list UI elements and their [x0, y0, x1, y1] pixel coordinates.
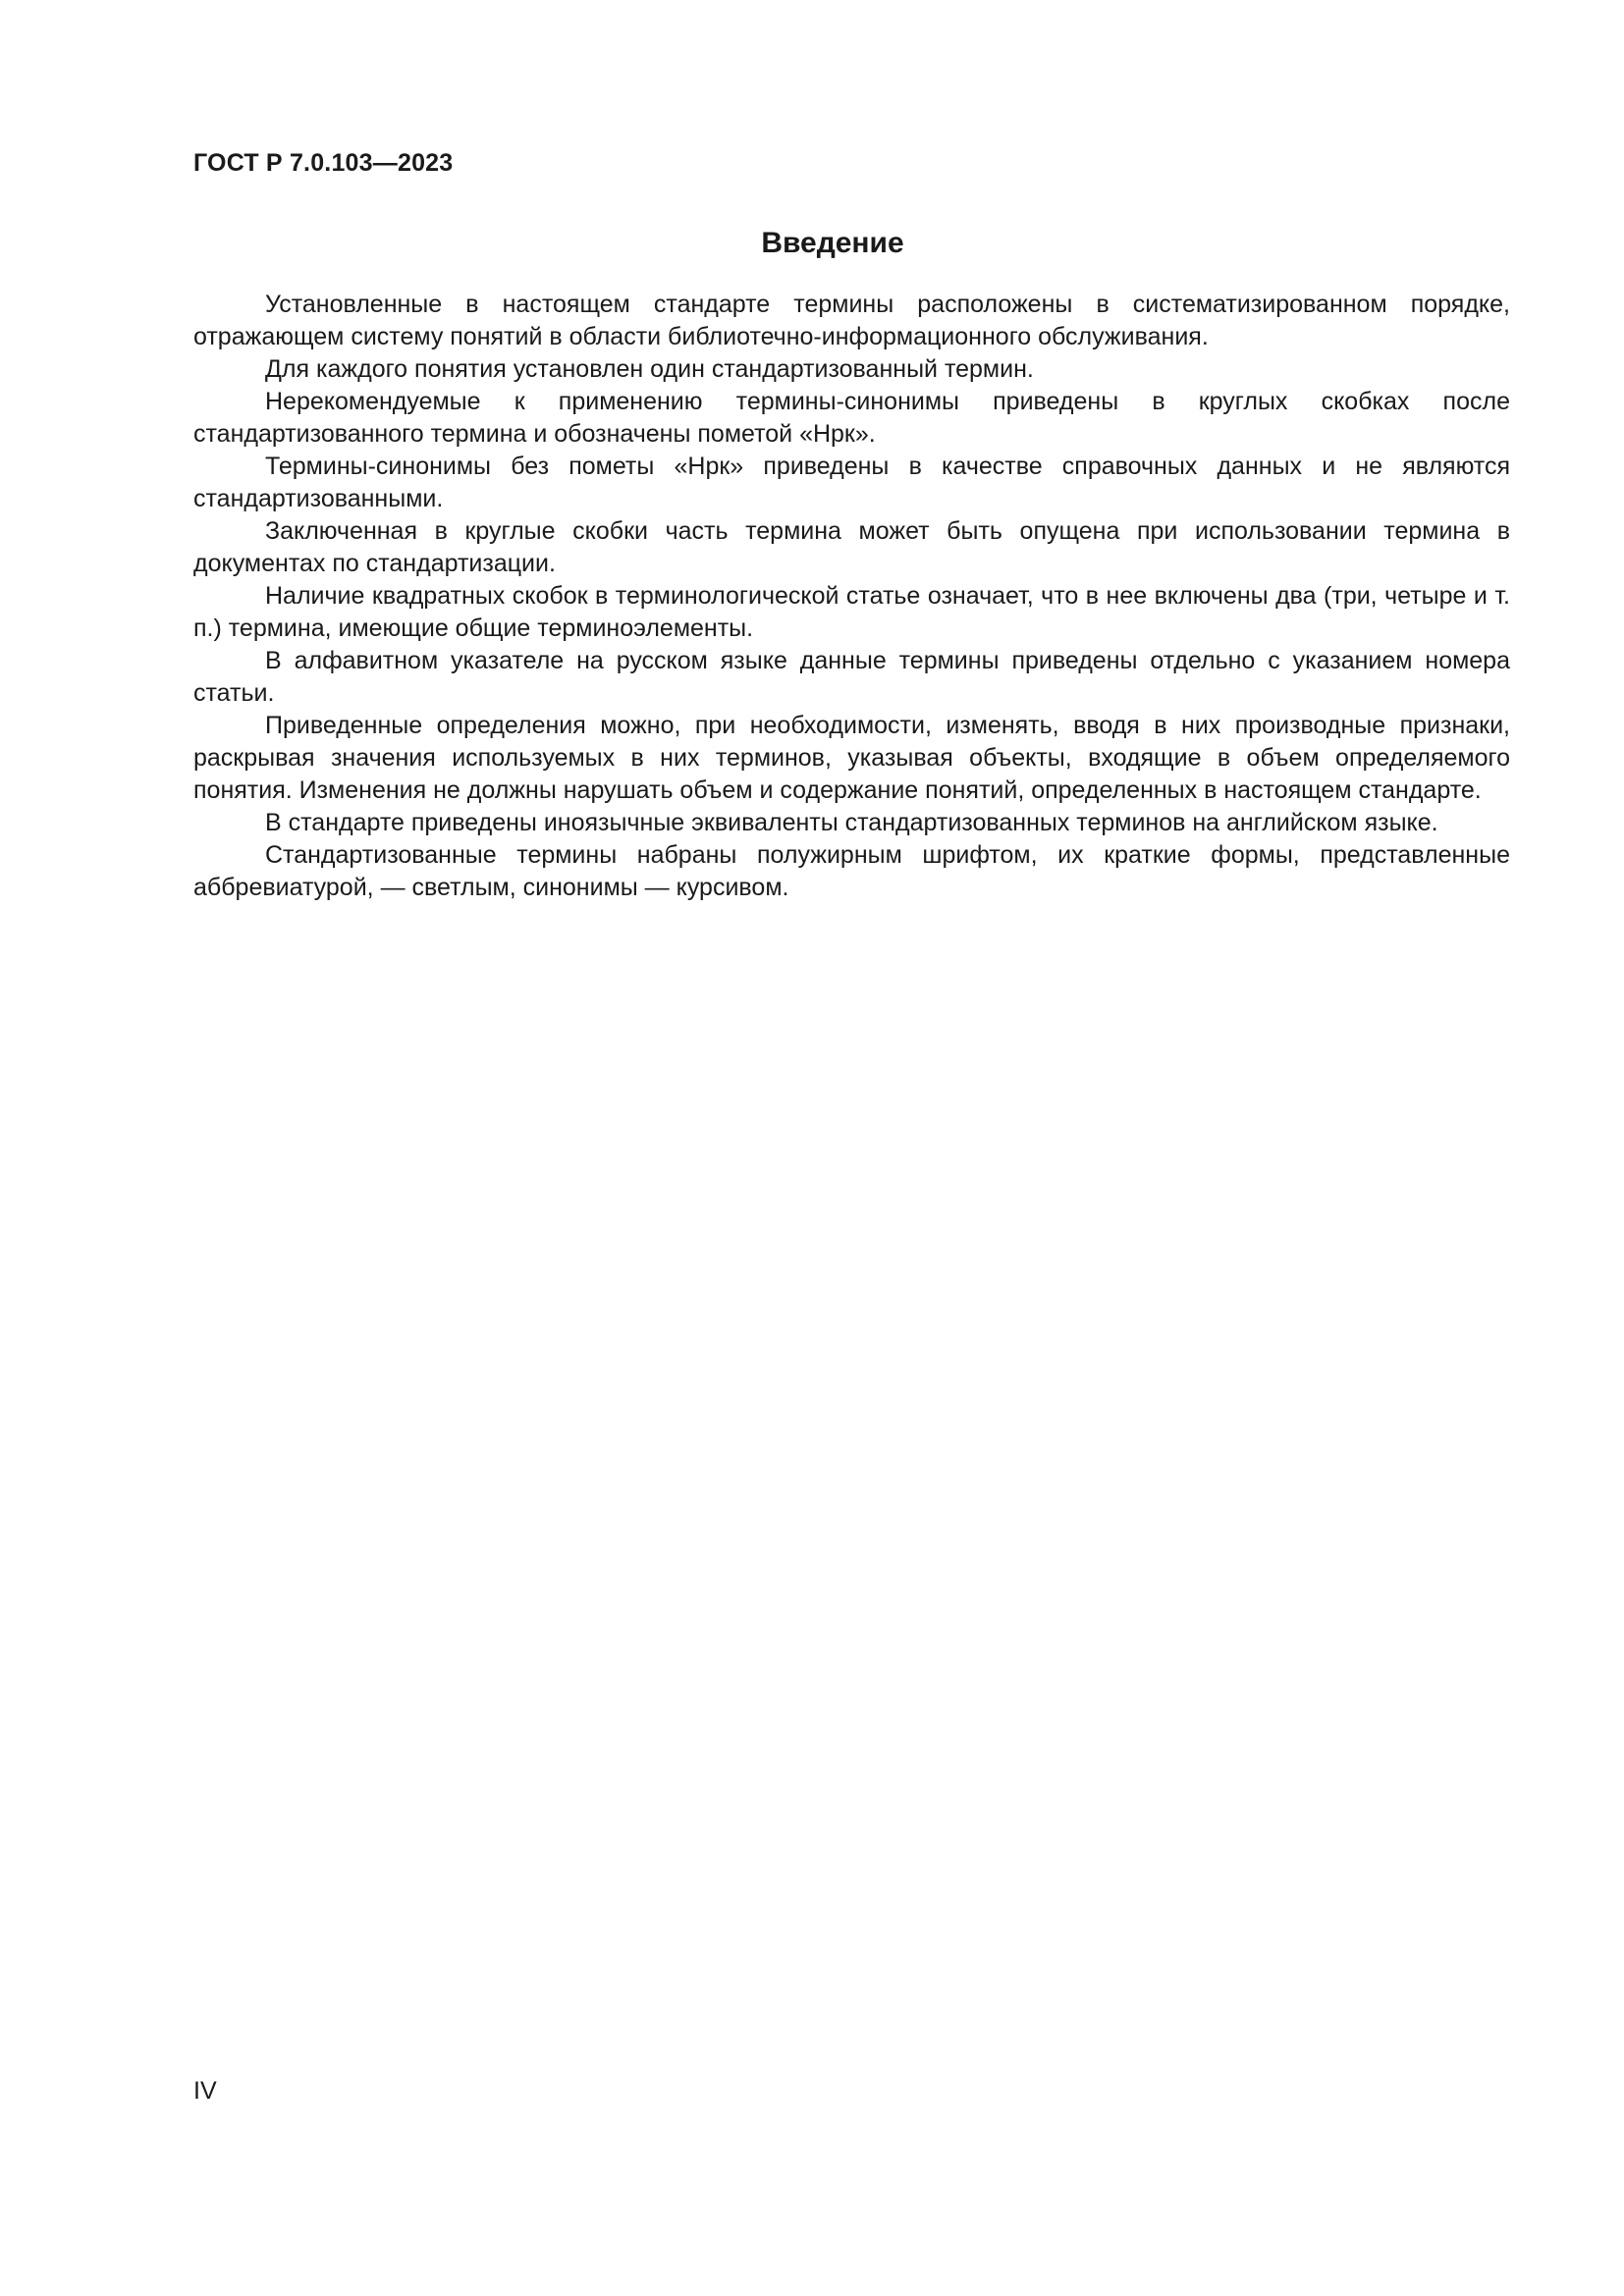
paragraph: Стандартизованные термины набраны полужирным шрифтом, их краткие формы, представленные аббревиатурой, — светлым, синонимы — курсивом.: [193, 841, 1510, 901]
paragraph: Установленные в настоящем стандарте термины расположены в систематизированном порядке, отражающем систему понятий в области библиотечно-информационного обслуживания.: [193, 291, 1510, 350]
page-number: IV: [193, 2077, 217, 2105]
paragraph: Термины-синонимы без пометы «Нрк» приведены в качестве справочных данных и не являются стандартизованными.: [193, 453, 1510, 512]
introduction-body: [193, 289, 1510, 904]
paragraph: В стандарте приведены иноязычные эквиваленты стандартизованных терминов на английском языке.: [265, 809, 1438, 836]
paragraph: Заключенная в круглые скобки часть термина может быть опущена при использовании термина в документах по стандартизации.: [193, 517, 1510, 577]
paragraph: Для каждого понятия установлен один стандартизованный термин.: [265, 355, 1034, 383]
paragraph: Приведенные определения можно, при необходимости, изменять, вводя в них производные признаки, раскрывая значения используемых в них терминов, указывая объекты, входящие в объем определяемого понятия. Изменения не должны нарушать объем и содержание понятий, определенных в настоящем стандарте.: [193, 712, 1510, 804]
standard-code: ГОСТ Р 7.0.103—2023: [193, 149, 454, 177]
paragraph: Нерекомендуемые к применению термины-синонимы приведены в круглых скобках после стандартизованного термина и обозначены пометой «Нрк».: [193, 388, 1510, 448]
section-title: Введение: [761, 227, 904, 259]
paragraph: Наличие квадратных скобок в терминологической статье означает, что в нее включены два (три, четыре и т. п.) термина, имеющие общие терминоэлементы.: [193, 582, 1510, 642]
paragraph: В алфавитном указателе на русском языке данные термины приведены отдельно с указанием номера статьи.: [193, 647, 1510, 707]
